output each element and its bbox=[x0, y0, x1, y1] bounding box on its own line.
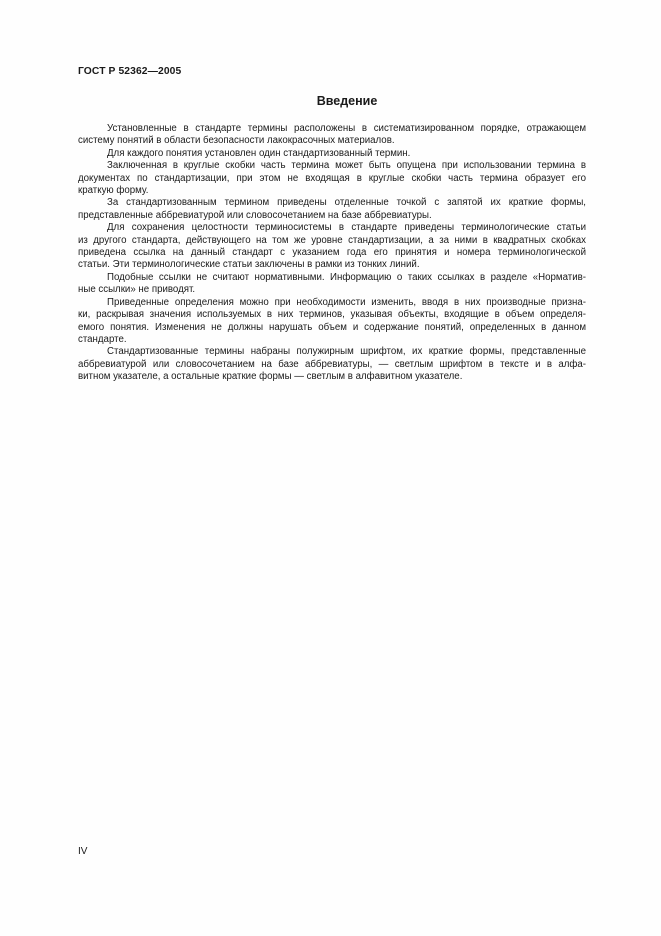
text-line: аббревиатурой или словосочетанием на базе аббревиатуры, — светлым шрифтом в тексте и в алфа- bbox=[78, 358, 586, 370]
text-line: Установленные в стандарте термины расположены в систематизированном порядке, отражающем bbox=[107, 123, 586, 134]
text-line: из другого стандарта, действующего на том же уровне стандартизации, а за ними в квадратных скобках bbox=[78, 234, 586, 246]
text-line: Подобные ссылки не считают нормативными. Информацию о таких ссылках в разделе «Норматив- bbox=[107, 271, 586, 283]
text-line: емого понятия. Изменения не должны нарушать объем и содержание понятий, определенных в данном bbox=[78, 321, 586, 333]
paragraph bbox=[78, 346, 586, 383]
text-line: Заключенная в круглые скобки часть термина может быть опущена при использовании термина в bbox=[107, 160, 586, 172]
text-line: Приведенные определения можно при необходимости изменить, вводя в них производные призна- bbox=[107, 296, 586, 308]
paragraph bbox=[78, 148, 586, 160]
paragraph bbox=[78, 160, 586, 197]
text-line: ные ссылки» не приводят. bbox=[78, 284, 196, 296]
text-line: ки, раскрывая значения используемых в них терминов, указывая объекты, входящие в объем определя- bbox=[78, 309, 586, 321]
text-line: статьи. Эти терминологические статьи заключены в рамки из тонких линий. bbox=[78, 259, 420, 271]
text-line: стандарте. bbox=[78, 333, 127, 345]
document-header: ГОСТ Р 52362—2005 bbox=[78, 66, 182, 77]
text-line: За стандартизованным термином приведены отделенные точкой с запятой их краткие формы, bbox=[107, 197, 586, 209]
body-text bbox=[78, 123, 586, 384]
text-line: Для каждого понятия установлен один стандартизованный термин. bbox=[107, 147, 411, 159]
paragraph bbox=[78, 123, 586, 148]
text-line: краткую форму. bbox=[78, 185, 149, 197]
text-line: представленные аббревиатурой или словосочетанием на базе аббревиатуры. bbox=[78, 209, 432, 221]
text-line: систему понятий в области безопасности лакокрасочных материалов. bbox=[78, 135, 395, 147]
section-title: Введение bbox=[316, 94, 378, 108]
page-number: IV bbox=[78, 846, 88, 857]
text-line: Стандартизованные термины набраны полужирным шрифтом, их краткие формы, представленные bbox=[107, 346, 586, 358]
paragraph bbox=[78, 197, 586, 222]
text-line: приведена ссылка на данный стандарт с указанием года его принятия и номера терминологической bbox=[78, 247, 586, 259]
text-line: документах по стандартизации, при этом не входящая в круглые скобки часть термина образует его bbox=[78, 172, 586, 184]
paragraph bbox=[78, 297, 586, 347]
paragraph bbox=[78, 272, 586, 297]
text-line: витном указателе, а остальные краткие формы — светлым в алфавитном указателе. bbox=[78, 371, 463, 383]
paragraph bbox=[78, 222, 586, 272]
text-line: Для сохранения целостности терминосистемы в стандарте приведены терминологические статьи bbox=[107, 222, 586, 234]
